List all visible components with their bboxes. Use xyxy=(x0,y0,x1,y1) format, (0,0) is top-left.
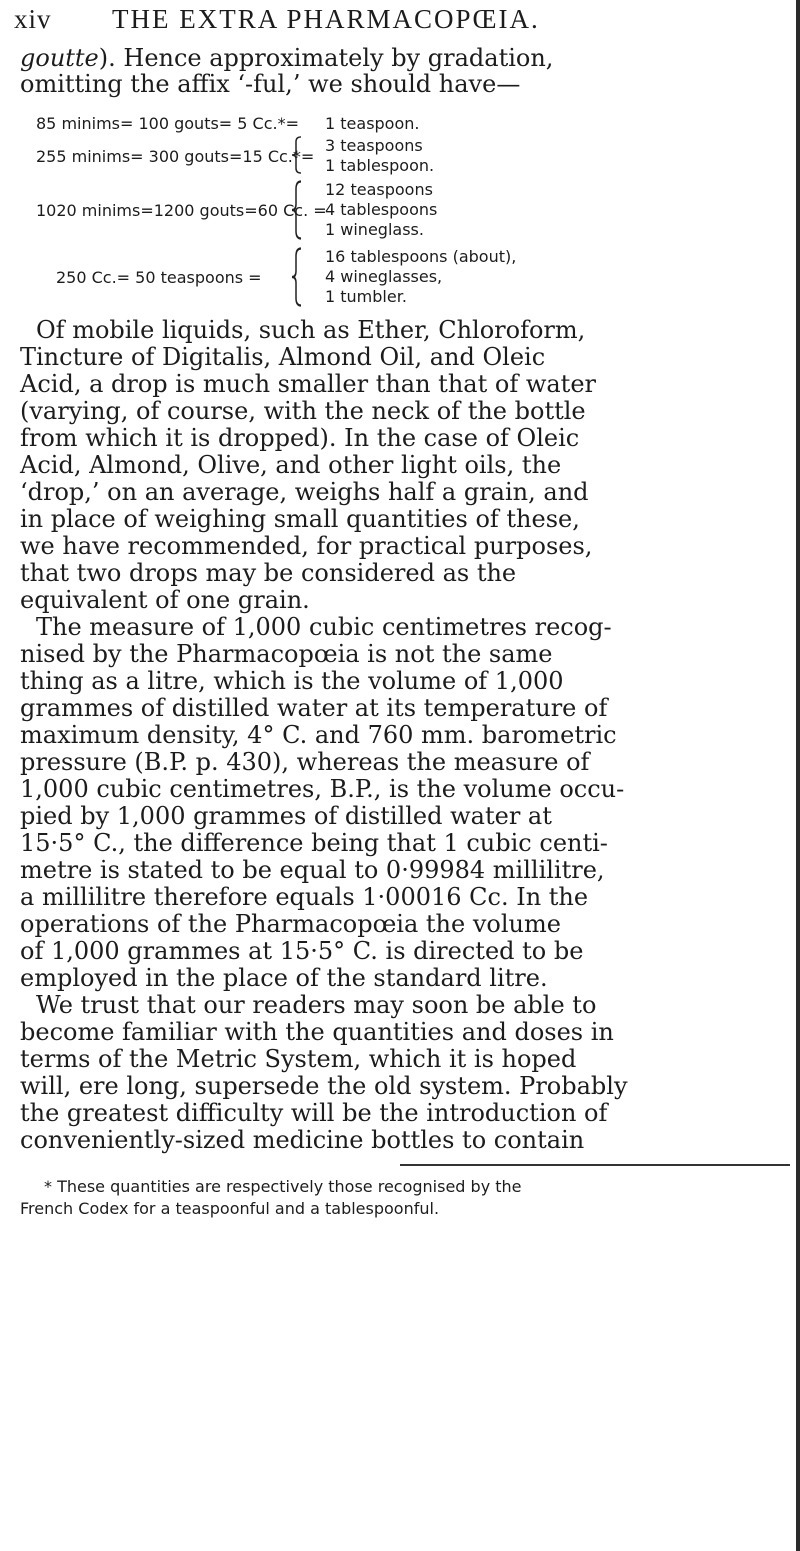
text-line: 1,000 cubic centimetres, B.P., is the volume occu- xyxy=(20,775,625,803)
equiv-right-3b: 4 tablespoons xyxy=(325,200,438,219)
text-line: maximum density, 4° C. and 760 mm. barometric xyxy=(20,721,617,749)
equiv-right-2a: 3 teaspoons xyxy=(325,136,423,155)
text-line: in place of weighing small quantities of these, xyxy=(20,505,580,533)
text-line: grammes of distilled water at its temperature of xyxy=(20,694,608,722)
equiv-right-3c: 1 wineglass. xyxy=(325,220,424,239)
text-line: (varying, of course, with the neck of the bottle xyxy=(20,397,586,425)
text-line: pressure (B.P. p. 430), whereas the measure of xyxy=(20,748,590,776)
text-line: We trust that our readers may soon be able to xyxy=(36,991,597,1019)
equiv-right-4c: 1 tumbler. xyxy=(325,287,407,306)
brace-2 xyxy=(291,136,303,174)
equiv-left-1: 85 minims= 100 gouts= 5 Cc.*= xyxy=(36,114,300,133)
text-line: of 1,000 grammes at 15·5° C. is directed to be xyxy=(20,937,584,965)
italic-word: goutte xyxy=(20,44,99,72)
equiv-right-2b: 1 tablespoon. xyxy=(325,156,435,175)
equiv-left-3: 1020 minims=1200 gouts=60 Cc. = xyxy=(36,201,327,220)
equiv-left-4: 250 Cc.= 50 teaspoons = xyxy=(56,268,262,287)
text-line: become familiar with the quantities and doses in xyxy=(20,1018,614,1046)
running-header xyxy=(12,4,782,40)
text-line: 15·5° C., the difference being that 1 cubic centi- xyxy=(20,829,608,857)
text-line: conveniently-sized medicine bottles to contain xyxy=(20,1126,585,1154)
intro-line-1: goutte). Hence approximately by gradation, xyxy=(20,44,554,72)
equiv-left-2: 255 minims= 300 gouts=15 Cc.*= xyxy=(36,147,315,166)
text-line: Acid, a drop is much smaller than that of water xyxy=(20,370,596,398)
brace-3 xyxy=(291,180,303,240)
equiv-right-1a: 1 teaspoon. xyxy=(325,114,420,133)
page-edge xyxy=(796,0,800,1551)
text-line: pied by 1,000 grammes of distilled water at xyxy=(20,802,552,830)
equiv-right-3a: 12 teaspoons xyxy=(325,180,433,199)
text-line: metre is stated to be equal to 0·99984 millilitre, xyxy=(20,856,605,884)
equiv-right-4a: 16 tablespoons (about), xyxy=(325,247,517,266)
text-line: a millilitre therefore equals 1·00016 Cc. In the xyxy=(20,883,589,911)
text-line: thing as a litre, which is the volume of 1,000 xyxy=(20,667,564,695)
text-line: that two drops may be considered as the xyxy=(20,559,517,587)
text-line: operations of the Pharmacopœia the volume xyxy=(20,910,561,938)
text-line: from which it is dropped). In the case of Oleic xyxy=(20,424,580,452)
text-line: Tincture of Digitalis, Almond Oil, and Oleic xyxy=(20,343,546,371)
footnote-line: * These quantities are respectively those recognised by the xyxy=(44,1177,522,1196)
text-line: we have recommended, for practical purposes, xyxy=(20,532,593,560)
brace-4 xyxy=(291,247,303,307)
running-title: THE EXTRA PHARMACOPŒIA. xyxy=(112,4,540,34)
text-line: equivalent of one grain. xyxy=(20,586,310,614)
text-line: the greatest difficulty will be the introduction of xyxy=(20,1099,608,1127)
text-line: employed in the place of the standard litre. xyxy=(20,964,548,992)
page-number: xiv xyxy=(14,4,52,34)
text-line: Acid, Almond, Olive, and other light oils, the xyxy=(20,451,562,479)
equiv-right-4b: 4 wineglasses, xyxy=(325,267,443,286)
text-line: terms of the Metric System, which it is hoped xyxy=(20,1045,577,1073)
intro-line-2: omitting the affix ‘-ful,’ we should have— xyxy=(20,70,521,98)
text-line: will, ere long, supersede the old system. Probably xyxy=(20,1072,628,1100)
text-line: ‘drop,’ on an average, weighs half a grain, and xyxy=(20,478,589,506)
text-line: Of mobile liquids, such as Ether, Chloroform, xyxy=(36,316,586,344)
footnote-line: French Codex for a teaspoonful and a tablespoonful. xyxy=(20,1199,440,1218)
text-line: nised by the Pharmacopœia is not the same xyxy=(20,640,553,668)
footnote-rule xyxy=(400,1164,790,1166)
text-line: The measure of 1,000 cubic centimetres recog- xyxy=(36,613,612,641)
